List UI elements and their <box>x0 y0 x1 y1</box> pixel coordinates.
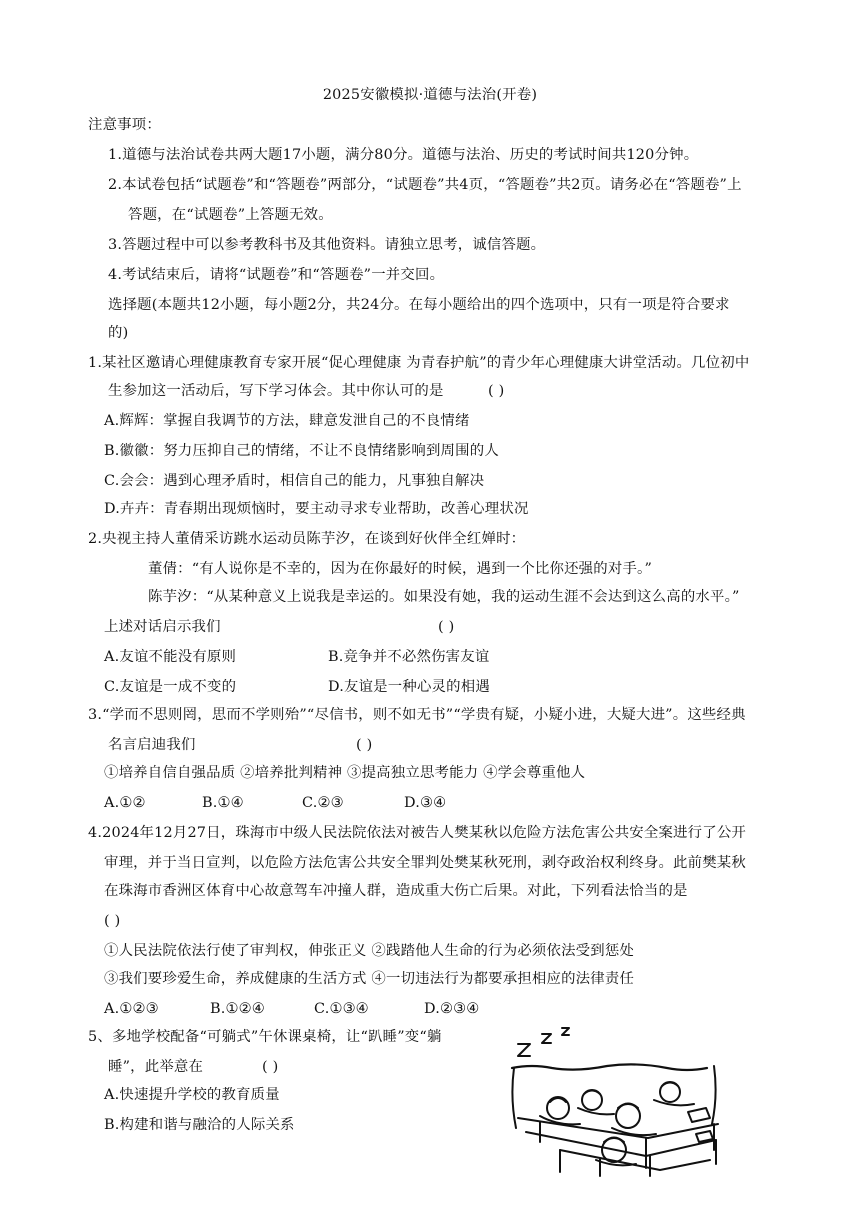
question-3-items: ①培养自信自强品质 ②培养批判精神 ③提高独立思考能力 ④学会尊重他人 <box>104 765 586 781</box>
question-3-option-a: A.①② <box>104 795 146 811</box>
question-2-stem: 2.央视主持人董倩采访跳水运动员陈芋汐，在谈到好伙伴全红婵时： <box>88 531 526 547</box>
question-5-option-b: B.构建和谐与融洽的人际关系 <box>104 1117 295 1133</box>
sleep-z-icon <box>518 1044 530 1056</box>
question-4-option-b: B.①②④ <box>210 1001 265 1017</box>
answer-parentheses: ( ) <box>356 737 373 753</box>
answer-parentheses: ( ) <box>488 383 505 399</box>
question-1-option-d: D.卉卉：青春期出现烦恼时，要主动寻求专业帮助，改善心理状况 <box>104 501 529 517</box>
question-2-option-a: A.友谊不能没有原则 <box>104 649 237 665</box>
question-5-stem: 5、多地学校配备“可躺式”午休课桌椅，让“趴睡”变“躺 <box>88 1029 442 1045</box>
question-3-option-c: C.②③ <box>302 795 344 811</box>
question-5-option-a: A.快速提升学校的教育质量 <box>104 1087 280 1103</box>
question-2-quote-2: 陈芋汐：“从某种意义上说我是幸运的。如果没有她，我的运动生涯不会达到这么高的水平。” <box>148 589 740 605</box>
notice-item-continuation: 答题，在“试题卷”上答题无效。 <box>128 207 333 223</box>
notice-item: 3.答题过程中可以参考教科书及其他资料。请独立思考，诚信答题。 <box>108 237 546 253</box>
question-4-option-c: C.①③④ <box>314 1001 369 1017</box>
question-3-stem: 3.“学而不思则罔，思而不学则殆”“尽信书，则不如无书”“学贵有疑，小疑小进，大疑大进”。这些经典 <box>88 707 746 723</box>
question-3-stem-continuation: 名言启迪我们 <box>108 737 196 753</box>
question-2-option-b: B.竞争并不必然伤害友谊 <box>328 649 490 665</box>
notice-item: 4.考试结束后，请将“试题卷”和“答题卷”一并交回。 <box>108 267 445 283</box>
notice-item: 1.道德与法治试卷共两大题17小题，满分80分。道德与法治、历史的考试时间共120分钟。 <box>108 147 699 163</box>
question-5-stem-continuation: 睡”，此举意在 <box>108 1059 204 1075</box>
question-3-option-d: D.③④ <box>404 795 447 811</box>
question-1-stem-continuation: 生参加这一活动后，写下学习体会。其中你认可的是 <box>108 383 444 399</box>
question-4-stem-continuation: 在珠海市香洲区体育中心故意驾车冲撞人群，造成重大伤亡后果。对此，下列看法恰当的是 <box>104 883 688 899</box>
question-4-option-a: A.①②③ <box>104 1001 159 1017</box>
question-1-option-b: B.徽徽：努力压抑自己的情绪，不让不良情绪影响到周围的人 <box>104 443 499 459</box>
sleeping-students-illustration <box>500 1020 730 1180</box>
question-4-stem: 4.2024年12月27日，珠海市中级人民法院依法对被告人樊某秋以危险方法危害公共安全案进行了公开 <box>88 825 747 841</box>
notice-item: 2.本试卷包括“试题卷”和“答题卷”两部分，“试题卷”共4页，“答题卷”共2页。请务必在“答题卷”上 <box>108 177 742 193</box>
question-3-option-b: B.①④ <box>202 795 244 811</box>
page-title: 2025安徽模拟·道德与法治(开卷) <box>322 87 538 103</box>
question-1-stem: 1.某社区邀请心理健康教育专家开展“促心理健康 为青春护航”的青少年心理健康大讲堂活动。几位初中 <box>88 355 750 371</box>
sleep-z-icon <box>562 1028 569 1035</box>
sleep-z-icon <box>542 1034 551 1043</box>
notice-heading: 注意事项： <box>88 117 161 133</box>
question-4-option-d: D.②③④ <box>424 1001 480 1017</box>
answer-parentheses: ( ) <box>438 619 455 635</box>
question-2-quote-1: 董倩：“有人说你是不幸的，因为在你最好的时候，遇到一个比你还强的对手。” <box>148 561 652 577</box>
section-instruction-continuation: 的) <box>108 325 129 341</box>
question-4-items: ③我们要珍爱生命，养成健康的生活方式 ④一切违法行为都要承担相应的法律责任 <box>104 971 635 987</box>
question-1-option-c: C.会会：遇到心理矛盾时，相信自己的能力，凡事独自解决 <box>104 473 485 489</box>
section-instruction: 选择题(本题共12小题，每小题2分，共24分。在每小题给出的四个选项中，只有一项是符合要求 <box>108 297 730 313</box>
question-2-option-d: D.友谊是一种心灵的相遇 <box>328 679 490 695</box>
question-4-stem-continuation: 审理，并于当日宣判，以危险方法危害公共安全罪判处樊某秋死刑，剥夺政治权利终身。此前樊某秋 <box>104 855 746 871</box>
question-2-prompt: 上述对话启示我们 <box>104 619 221 635</box>
question-2-option-c: C.友谊是一成不变的 <box>104 679 237 695</box>
question-4-items: ①人民法院依法行使了审判权，伸张正义 ②践踏他人生命的行为必须依法受到惩处 <box>104 943 635 959</box>
answer-parentheses: ( ) <box>262 1059 279 1075</box>
answer-parentheses: ( ) <box>104 913 121 929</box>
question-1-option-a: A.辉辉：掌握自我调节的方法，肆意发泄自己的不良情绪 <box>104 413 470 429</box>
